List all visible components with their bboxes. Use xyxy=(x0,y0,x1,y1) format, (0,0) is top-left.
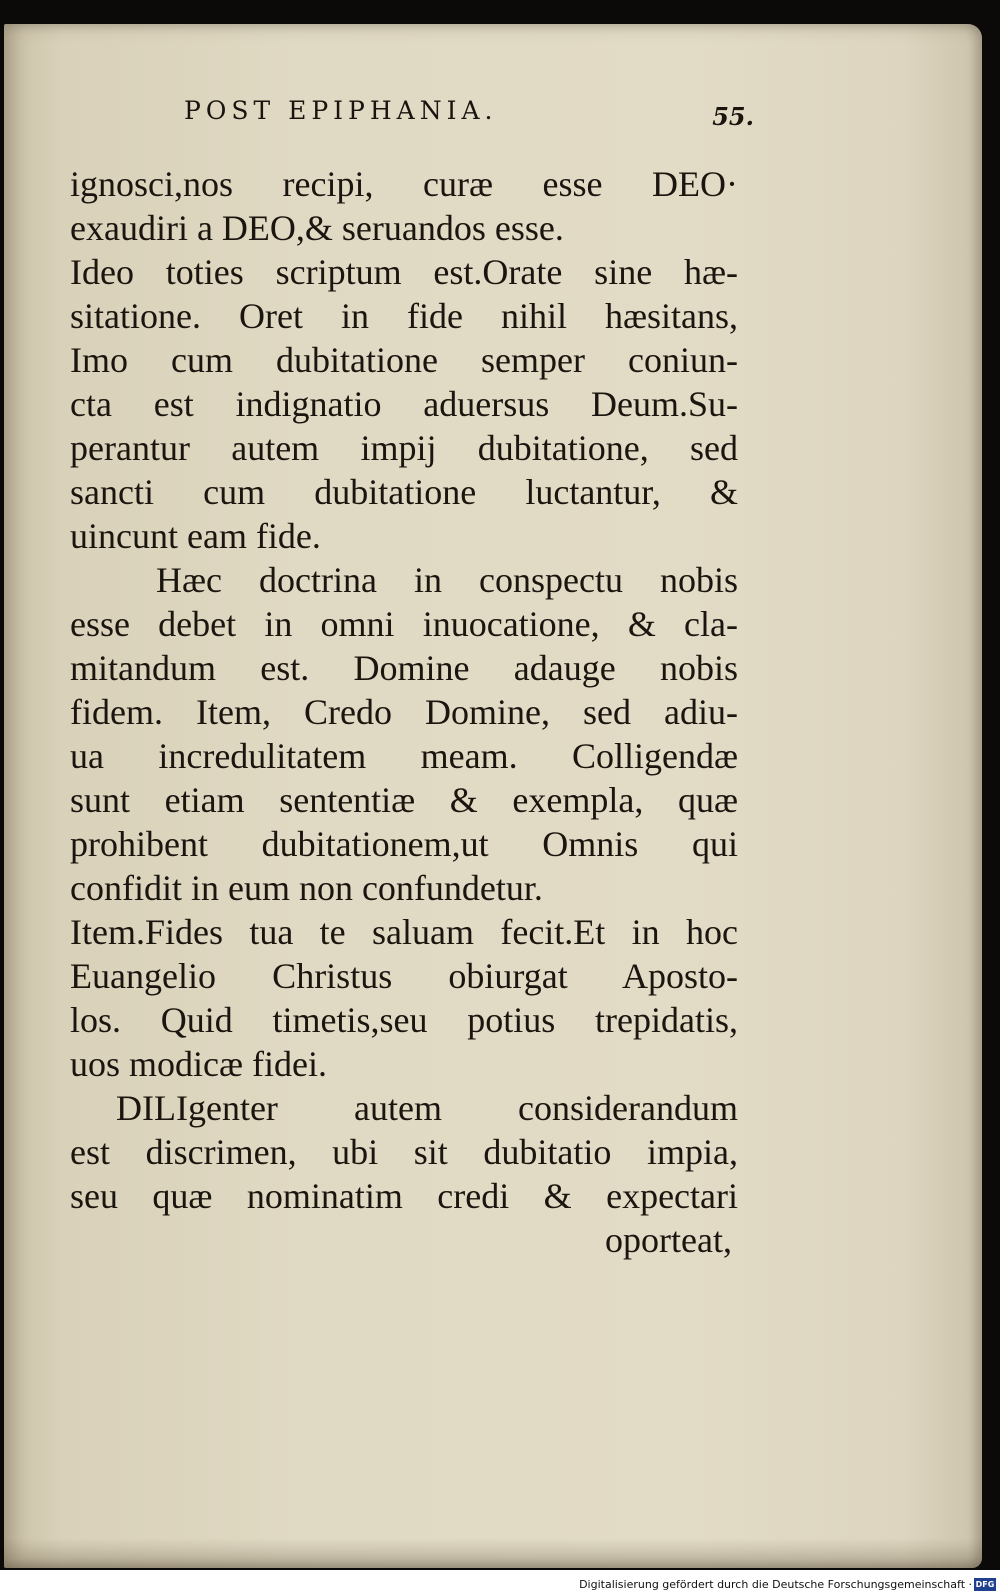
text-line: Ideo toties scriptum est.Orate sine hæ- xyxy=(70,252,738,292)
text-line: seu quæ nominatim credi & expectari xyxy=(70,1176,738,1216)
text-line: Item.Fides tua te saluam fecit.Et in hoc xyxy=(70,912,738,952)
paragraph-start-line: Hæc doctrina in conspectu nobis xyxy=(156,560,738,600)
catchword: oporteat, xyxy=(605,1220,732,1260)
text-line: Imo cum dubitatione semper coniun- xyxy=(70,340,738,380)
page-header xyxy=(184,90,754,130)
text-line: uincunt eam fide. xyxy=(70,516,321,556)
text-line: ua incredulitatem meam. Colligendæ xyxy=(70,736,738,776)
text-line: perantur autem impij dubitatione, sed xyxy=(70,428,738,468)
book-page xyxy=(4,24,982,1568)
text-line: fidem. Item, Credo Domine, sed adiu- xyxy=(70,692,738,732)
digitization-footer xyxy=(0,1572,1000,1596)
funding-credit: Digitalisierung gefördert durch die Deutsche Forschungsgemeinschaft · xyxy=(579,1578,972,1591)
text-line: Euangelio Christus obiurgat Aposto- xyxy=(70,956,738,996)
text-line: est discrimen, ubi sit dubitatio impia, xyxy=(70,1132,738,1172)
text-line: uos modicæ fidei. xyxy=(70,1044,327,1084)
text-line: cta est indignatio aduersus Deum.Su- xyxy=(70,384,738,424)
text-line: sunt etiam sententiæ & exempla, quæ xyxy=(70,780,738,820)
text-line: esse debet in omni inuocatione, & cla- xyxy=(70,604,738,644)
dfg-logo: DFG xyxy=(975,1580,995,1589)
text-line: exaudiri a DEO,& seruandos esse. xyxy=(70,208,564,248)
running-head: POST EPIPHANIA. xyxy=(184,96,498,125)
text-line: mitandum est. Domine adauge nobis xyxy=(70,648,738,688)
text-line: los. Quid timetis,seu potius trepidatis, xyxy=(70,1000,738,1040)
text-line: sancti cum dubitatione luctantur, & xyxy=(70,472,738,512)
page-number: 55. xyxy=(712,102,754,131)
text-line: ignosci,nos recipi, curæ esse DEO· xyxy=(70,164,738,204)
text-line: confidit in eum non confundetur. xyxy=(70,868,543,908)
text-line: sitatione. Oret in fide nihil hæsitans, xyxy=(70,296,738,336)
paragraph-start-line: DILIgenter autem considerandum xyxy=(116,1088,738,1128)
text-line: prohibent dubitationem,ut Omnis qui xyxy=(70,824,738,864)
body-text xyxy=(70,162,738,1262)
